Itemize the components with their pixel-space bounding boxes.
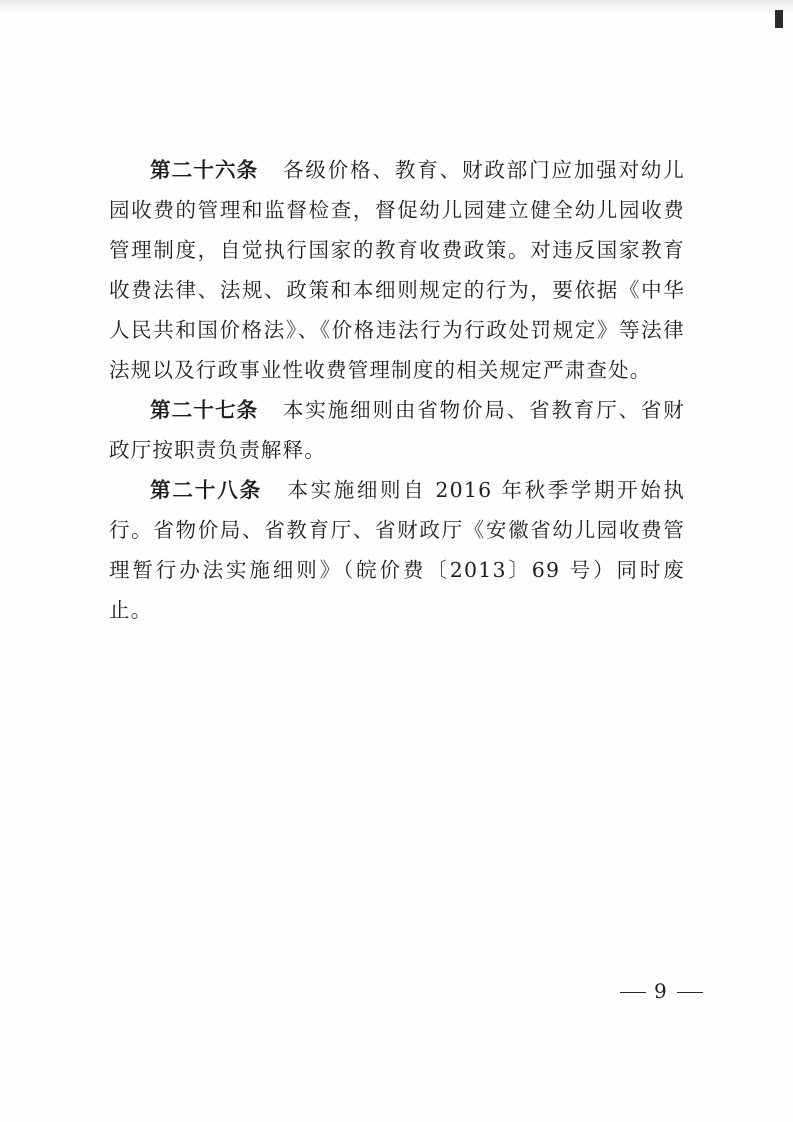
article-28-text: 本实施细则自 2016 年秋季学期开始执行。省物价局、省教育厅、省财政厅《安徽省幼儿园收费管理暂行办法实施细则》（皖价费〔2013〕69 号）同时废止。: [109, 478, 686, 622]
article-26-number: 第二十六条: [150, 158, 259, 182]
article-26-paragraph: [109, 150, 685, 390]
page-number-value: 9: [654, 979, 669, 1003]
article-28-number: 第二十八条: [150, 478, 263, 502]
page-number-dash-right: [677, 992, 703, 993]
page-number: [612, 979, 711, 1003]
page-number-dash-left: [620, 992, 646, 993]
article-26-text: 各级价格、教育、财政部门应加强对幼儿园收费的管理和监督检查，督促幼儿园建立健全幼儿园收费管理制度，自觉执行国家的教育收费政策。对违反国家教育收费法律、法规、政策和本细则规定的行为，要依据《中华人民共和国价格法》、《价格违法行为行政处罚规定》等法律法规以及行政事业性收费管理制度的相关规定严肃查处。: [109, 158, 686, 382]
article-28-paragraph: [109, 470, 685, 630]
scan-mark: [775, 10, 783, 28]
article-27-text: 本实施细则由省物价局、省教育厅、省财政厅按职责负责解释。: [109, 398, 686, 462]
article-27-paragraph: [109, 390, 685, 470]
scan-edge: [0, 0, 793, 14]
article-27-number: 第二十七条: [150, 398, 259, 422]
body-text: [109, 150, 685, 630]
